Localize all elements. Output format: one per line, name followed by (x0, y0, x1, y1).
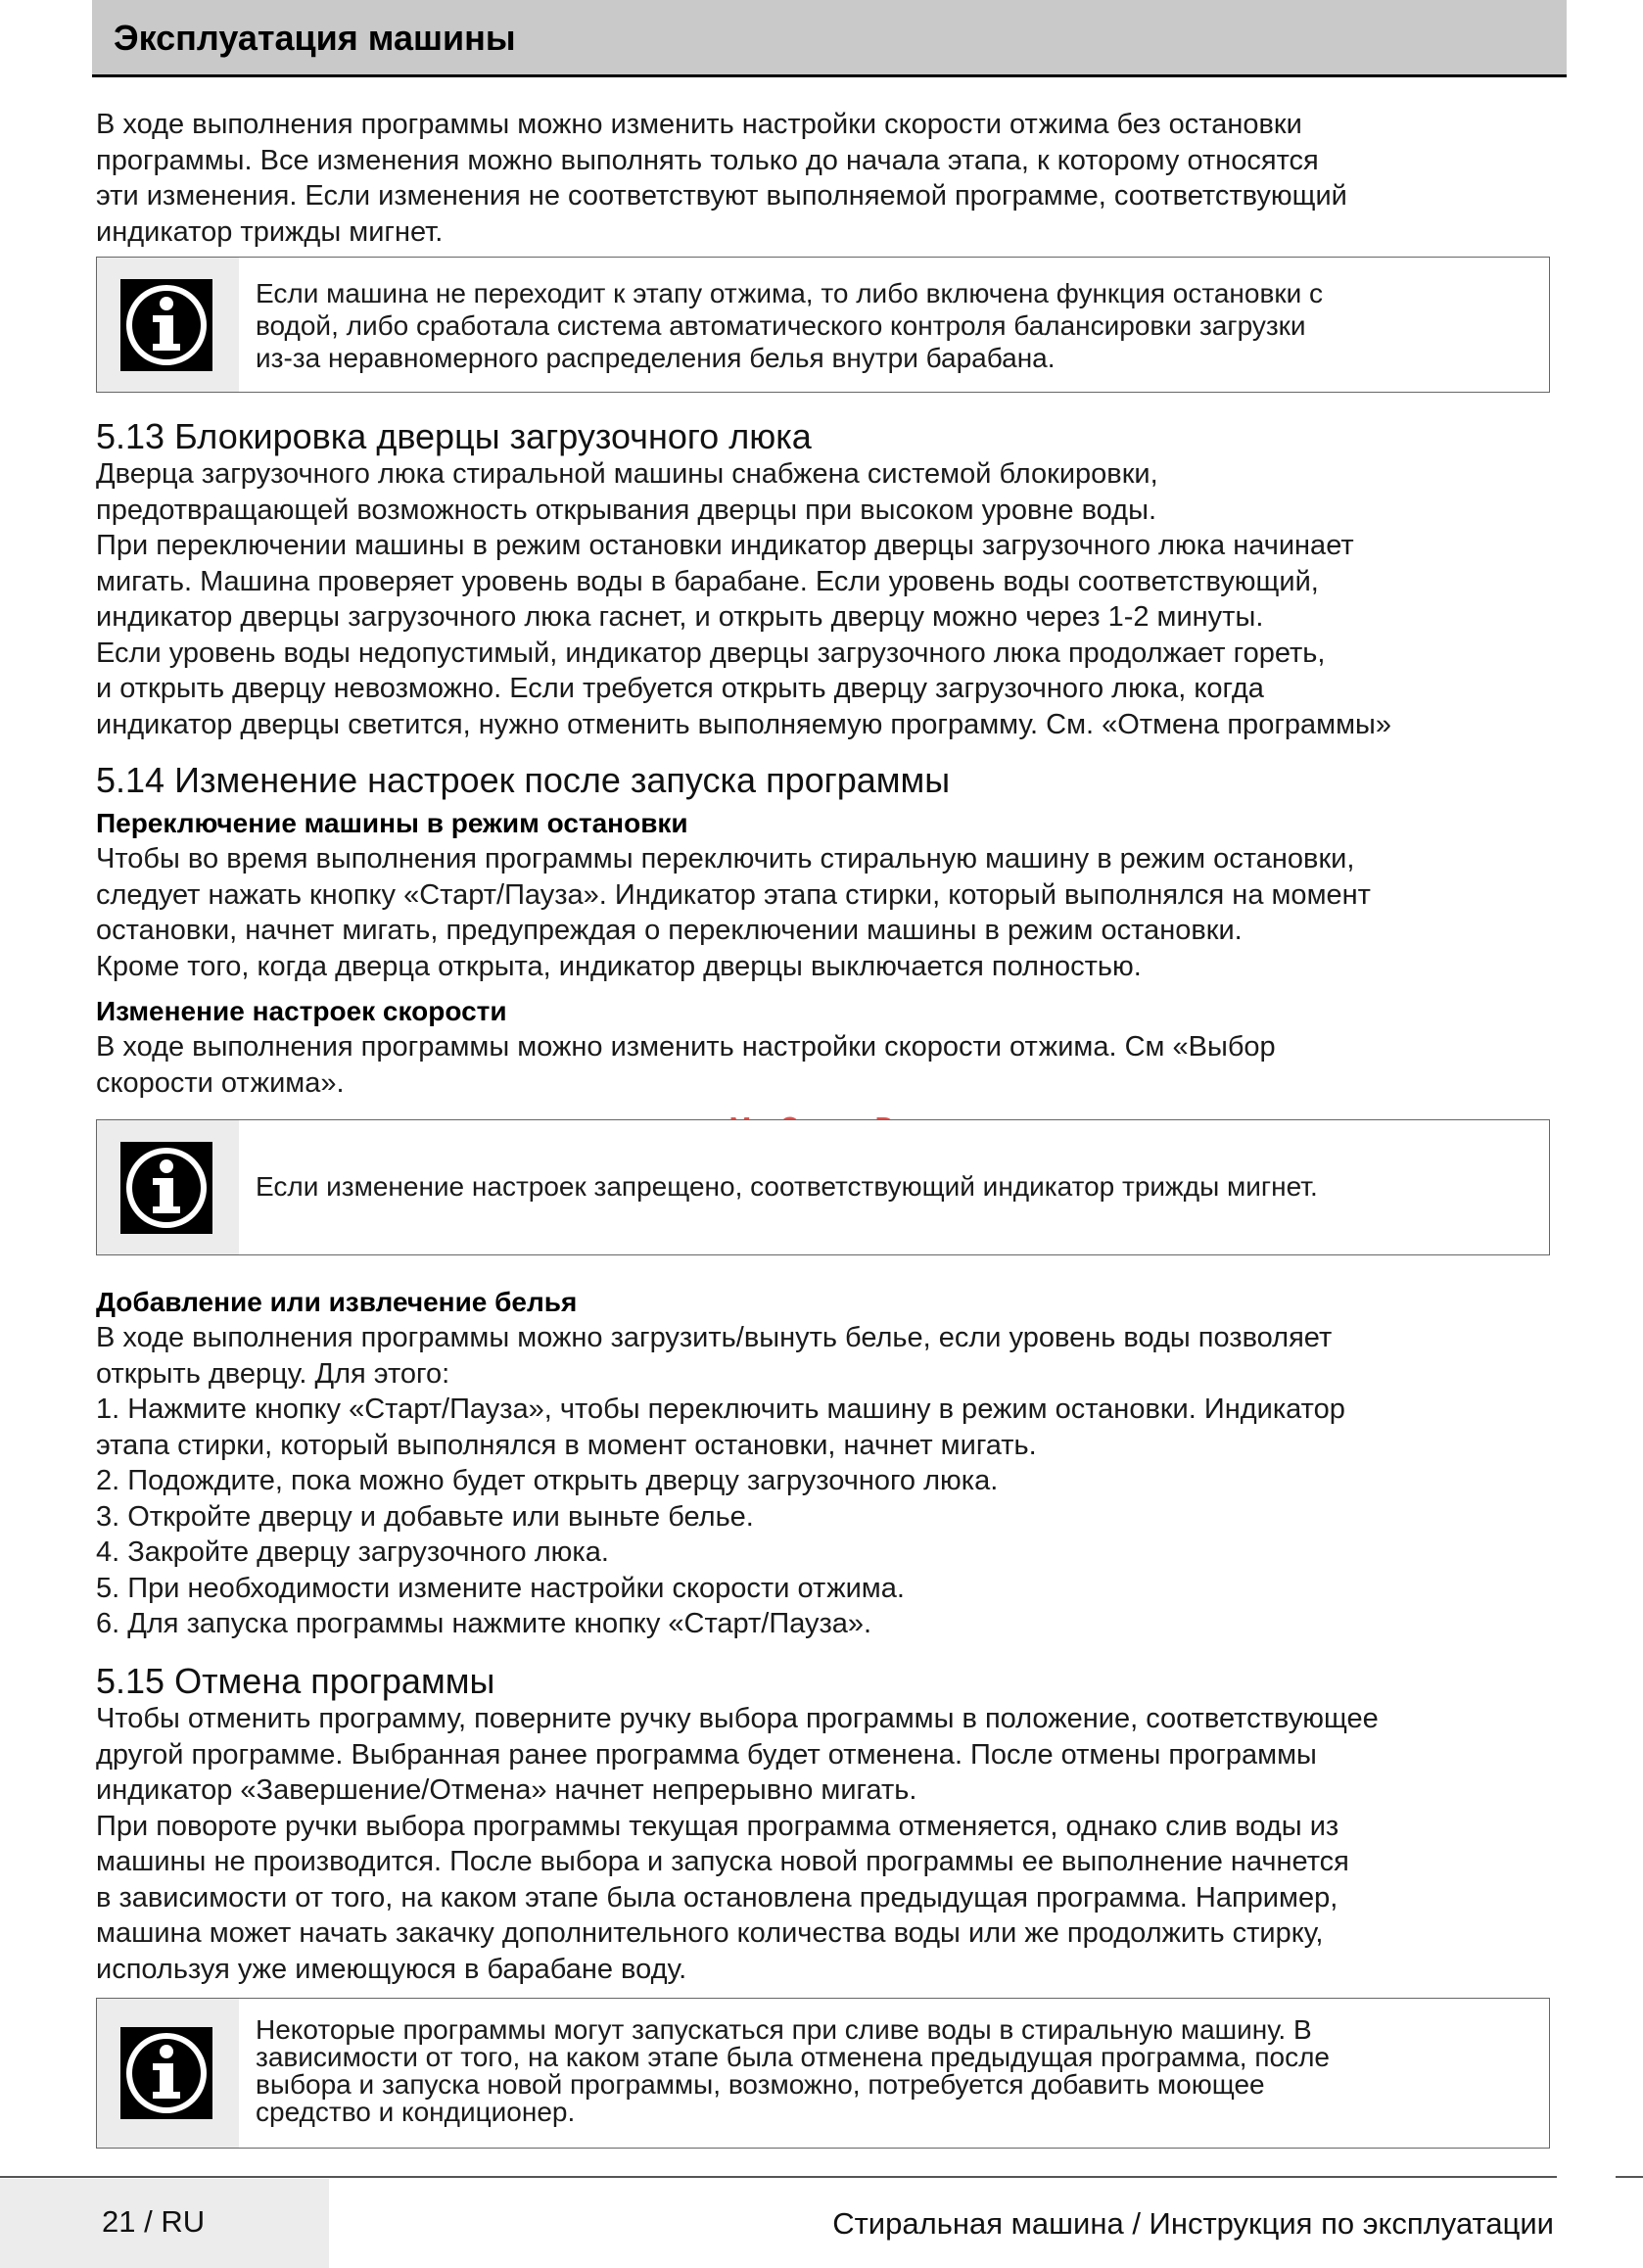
text-line: Если уровень воды недопустимый, индикатор дверцы загрузочного люка продолжает гореть, (96, 637, 1326, 669)
note-line: Если машина не переходит к этапу отжима, то либо включена функция остановки с (256, 278, 1324, 308)
text-line: эти изменения. Если изменения не соответствуют выполняемой программе, соответствующий (96, 180, 1347, 212)
note-line: Если изменение настроек запрещено, соответствующий индикатор трижды мигнет. (256, 1171, 1318, 1202)
section-5-14 (96, 759, 1565, 1101)
icon-cell (97, 1120, 239, 1254)
text-line: Чтобы во время выполнения программы переключить стиральную машину в режим остановки, (96, 843, 1355, 874)
subsection-heading: Добавление или извлечение белья (96, 1287, 578, 1317)
text-line: программы. Все изменения можно выполнять только до начала этапа, к которому относятся (96, 144, 1319, 176)
text-line: в зависимости от того, на каком этапе была остановлена предыдущая программа. Например, (96, 1881, 1338, 1914)
text-line: При переключении машины в режим остановки индикатор дверцы загрузочного люка начинает (96, 530, 1354, 561)
text-line: открыть дверцу. Для этого: (96, 1357, 450, 1390)
section-5-15 (96, 1660, 1565, 1987)
icon-cell (97, 1999, 239, 2148)
text-line: предотвращающей возможность открывания дверцы при высоком уровне воды. (96, 494, 1156, 526)
note-line: средство и кондиционер. (256, 2097, 576, 2127)
subsection-add-remove (96, 1285, 1565, 1642)
text-line: Чтобы отменить программу, поверните ручку выбора программы в положение, соответствующее (96, 1703, 1379, 1734)
list-item: 3. Откройте дверцу и добавьте или выньте белье. (96, 1500, 754, 1533)
text-line: этапа стирки, который выполнялся в момент остановки, начнет мигать. (96, 1429, 1037, 1461)
text-line: скорости отжима». (96, 1066, 345, 1099)
info-note (96, 257, 1550, 393)
info-icon (120, 279, 212, 371)
info-icon (120, 2027, 212, 2119)
text-line: индикатор дверцы светится, нужно отменить выполняемую программу. См. «Отмена программы» (96, 708, 1391, 740)
text-line: и открыть дверцу невозможно. Если требуется открыть дверцу загрузочного люка, когда (96, 673, 1264, 704)
text-line: индикатор «Завершение/Отмена» начнет непрерывно мигать. (96, 1774, 917, 1806)
note-line: выбора и запуска новой программы, возможно, потребуется добавить моющее (256, 2069, 1265, 2100)
text-line: Кроме того, когда дверца открыта, индикатор дверцы выключается полностью. (96, 950, 1142, 982)
footer-divider (0, 2176, 1557, 2178)
info-icon (120, 1142, 212, 1234)
text-line: машины не производится. После выбора и запуска новой программы ее выполнение начнется (96, 1846, 1349, 1877)
section-heading: 5.14 Изменение настроек после запуска программы (96, 760, 951, 800)
info-note (96, 1998, 1550, 2149)
footer-page-box (0, 2179, 329, 2268)
text-line: В ходе выполнения программы можно изменить настройки скорости отжима. См «Выбор (96, 1031, 1276, 1063)
note-line: зависимости от того, на каком этапе была отменена предыдущая программа, после (256, 2042, 1330, 2072)
section-heading: 5.15 Отмена программы (96, 1661, 495, 1701)
text-line: В ходе выполнения программы можно загрузить/вынуть белье, если уровень воды позволяет (96, 1322, 1333, 1353)
list-item: 6. Для запуска программы нажмите кнопку «Старт/Пауза». (96, 1608, 872, 1639)
text-line: используя уже имеющуюся в барабане воду. (96, 1953, 687, 1985)
text-line: При повороте ручки выбора программы текущая программа отменяется, однако слив воды из (96, 1810, 1339, 1842)
section-5-13 (96, 415, 1565, 742)
text-line: другой программе. Выбранная ранее программа будет отменена. После отмены программы (96, 1738, 1317, 1771)
note-line: водой, либо сработала система автоматического контроля балансировки загрузки (256, 310, 1306, 341)
text-line: Дверца загрузочного люка стиральной машины снабжена системой блокировки, (96, 458, 1158, 490)
note-line: Некоторые программы могут запускаться при сливе воды в стиральную машину. В (256, 2014, 1312, 2045)
subsection-heading: Переключение машины в режим остановки (96, 808, 688, 838)
text-line: индикатор дверцы загрузочного люка гаснет, и открыть дверцу можно через 1-2 минуты. (96, 601, 1264, 633)
text-line: машина может начать закачку дополнительного количества воды или же продолжить стирку, (96, 1917, 1324, 1949)
text-line: следует нажать кнопку «Старт/Пауза». Индикатор этапа стирки, который выполнялся на момент (96, 878, 1371, 911)
header-bar (92, 0, 1567, 77)
text-line: мигать. Машина проверяет уровень воды в барабане. Если уровень воды соответствующий, (96, 565, 1319, 597)
list-item: 4. Закройте дверцу загрузочного люка. (96, 1536, 609, 1568)
list-item: 5. При необходимости измените настройки скорости отжима. (96, 1572, 905, 1604)
intro-paragraph (96, 107, 1565, 250)
page-title: Эксплуатация машины (114, 18, 516, 58)
section-heading: 5.13 Блокировка дверцы загрузочного люка (96, 416, 812, 456)
icon-cell (97, 258, 239, 392)
text-line: В ходе выполнения программы можно изменить настройки скорости отжима без остановки (96, 109, 1302, 140)
list-item: 2. Подождите, пока можно будет открыть дверцу загрузочного люка. (96, 1465, 999, 1496)
info-note (96, 1119, 1550, 1255)
text-line: индикатор трижды мигнет. (96, 215, 444, 248)
list-item: 1. Нажмите кнопку «Старт/Пауза», чтобы переключить машину в режим остановки. Индикатор (96, 1394, 1345, 1425)
subsection-heading: Изменение настроек скорости (96, 996, 507, 1026)
note-line: из-за неравномерного распределения белья внутри барабана. (256, 343, 1056, 373)
page-number: 21 / RU (102, 2204, 206, 2239)
footer-doc-title: Стиральная машина / Инструкция по эксплуатации (832, 2206, 1554, 2241)
footer-mark (1616, 2176, 1643, 2178)
text-line: остановки, начнет мигать, предупреждая о переключении машины в режим остановки. (96, 915, 1243, 946)
